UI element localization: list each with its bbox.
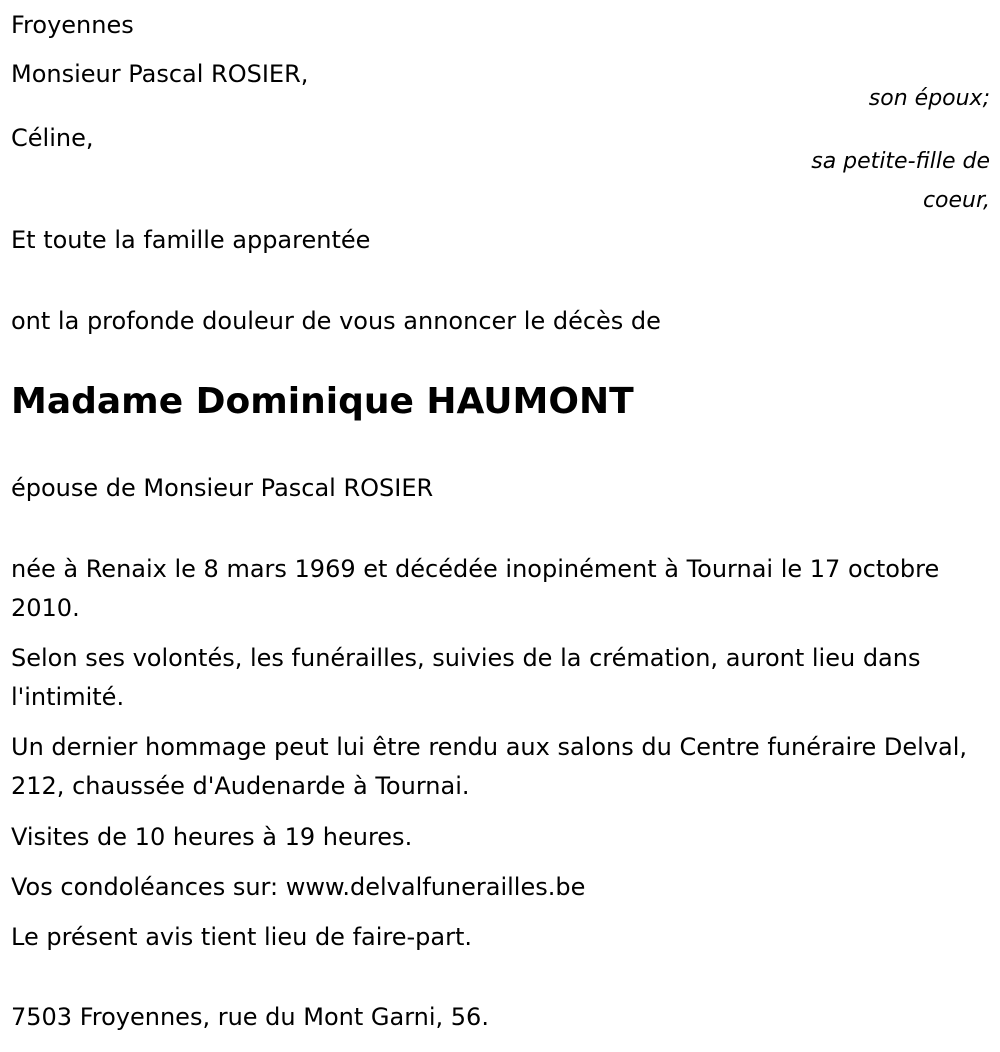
notice-note: Le présent avis tient lieu de faire-part.	[11, 923, 473, 951]
deceased-name: Madame Dominique HAUMONT	[11, 381, 634, 422]
family-member-name: Céline,	[11, 124, 94, 152]
family-member-relation: sa petite-fille de	[811, 149, 990, 174]
announcement-text: ont la profonde douleur de vous annoncer le décès de	[11, 307, 661, 335]
spouse-line: épouse de Monsieur Pascal ROSIER	[11, 474, 434, 502]
family-extended: Et toute la famille apparentée	[11, 226, 371, 254]
city-heading: Froyennes	[11, 11, 134, 39]
family-member-name: Monsieur Pascal ROSIER,	[11, 60, 309, 88]
tribute-text: Un dernier hommage peut lui être rendu aux salons du Centre funéraire Delval, 212, chaussée d'Audenarde à Tournai.	[11, 733, 968, 800]
visits-text: Visites de 10 heures à 19 heures.	[11, 823, 413, 851]
condolences-text: Vos condoléances sur: www.delvalfunerailles.be	[11, 873, 586, 901]
family-member-relation: son époux;	[868, 86, 990, 111]
funeral-text: Selon ses volontés, les funérailles, suivies de la crémation, auront lieu dans l'intimité.	[11, 644, 921, 711]
birth-death-text: née à Renaix le 8 mars 1969 et décédée inopinément à Tournai le 17 octobre 2010.	[11, 555, 940, 622]
family-member-relation-continued: coeur,	[922, 188, 990, 213]
address-text: 7503 Froyennes, rue du Mont Garni, 56.	[11, 1003, 489, 1031]
